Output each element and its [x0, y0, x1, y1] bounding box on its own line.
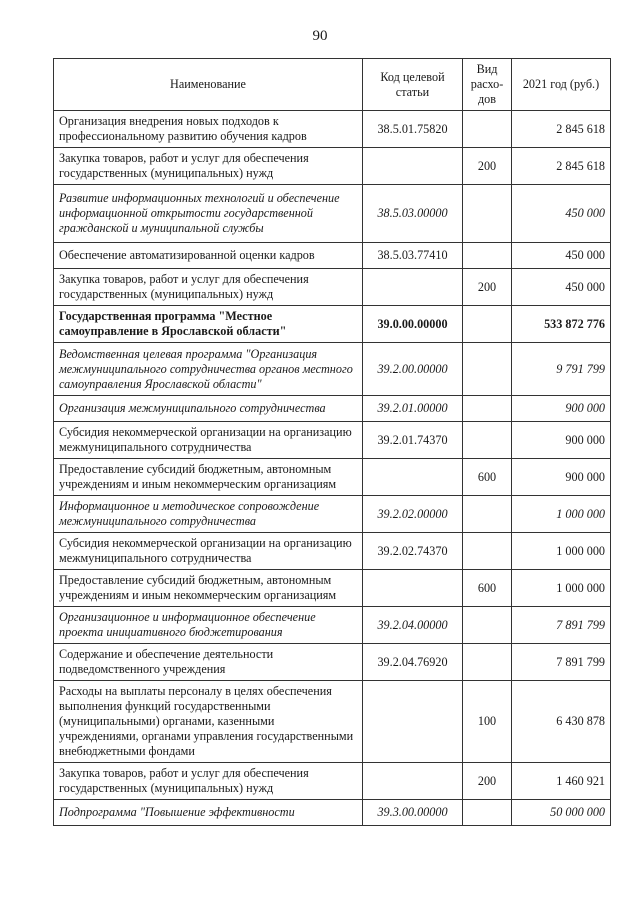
- row-sum-cell: 1 000 000: [512, 533, 611, 570]
- row-name-cell: Обеспечение автоматизированной оценки кадров: [54, 243, 363, 269]
- table-row: [54, 533, 611, 570]
- row-code-cell: 39.2.04.00000: [363, 607, 463, 644]
- row-sum-cell: 900 000: [512, 422, 611, 459]
- header-expense-type: Вид расхо-дов: [463, 59, 512, 111]
- table-row: [54, 763, 611, 800]
- table-row: [54, 396, 611, 422]
- row-code-cell: 38.5.03.77410: [363, 243, 463, 269]
- table-row: [54, 343, 611, 396]
- row-expense-type-cell: [463, 185, 512, 243]
- row-expense-type-cell: [463, 111, 512, 148]
- row-name-cell: Субсидия некоммерческой организации на организацию межмуниципального сотрудничества: [54, 533, 363, 570]
- table-row: [54, 243, 611, 269]
- table-body: [54, 111, 611, 826]
- row-code-cell: 39.3.00.00000: [363, 800, 463, 826]
- table-row: [54, 681, 611, 763]
- row-sum-cell: 450 000: [512, 185, 611, 243]
- table-row: [54, 800, 611, 826]
- row-expense-type-cell: 200: [463, 269, 512, 306]
- row-sum-cell: 900 000: [512, 459, 611, 496]
- row-sum-cell: 9 791 799: [512, 343, 611, 396]
- table-row: [54, 644, 611, 681]
- row-expense-type-cell: [463, 533, 512, 570]
- row-sum-cell: 50 000 000: [512, 800, 611, 826]
- row-code-cell: 39.2.00.00000: [363, 343, 463, 396]
- row-expense-type-cell: [463, 243, 512, 269]
- row-expense-type-cell: [463, 306, 512, 343]
- row-code-cell: 39.0.00.00000: [363, 306, 463, 343]
- row-code-cell: 39.2.04.76920: [363, 644, 463, 681]
- row-name-cell: Предоставление субсидий бюджетным, автономным учреждениям и иным некоммерческим организациям: [54, 459, 363, 496]
- page-number: 90: [312, 28, 328, 44]
- table-row: [54, 148, 611, 185]
- table-row: [54, 306, 611, 343]
- table-row: [54, 570, 611, 607]
- row-code-cell: [363, 570, 463, 607]
- row-sum-cell: 1 460 921: [512, 763, 611, 800]
- row-sum-cell: 900 000: [512, 396, 611, 422]
- row-name-cell: Организация межмуниципального сотрудничества: [54, 396, 363, 422]
- header-code: Код целевой статьи: [363, 59, 463, 111]
- row-sum-cell: 450 000: [512, 269, 611, 306]
- table-row: [54, 607, 611, 644]
- row-name-cell: Организационное и информационное обеспечение проекта инициативного бюджетирования: [54, 607, 363, 644]
- row-code-cell: 38.5.03.00000: [363, 185, 463, 243]
- row-name-cell: Государственная программа "Местное самоуправление в Ярославской области": [54, 306, 363, 343]
- row-sum-cell: 2 845 618: [512, 148, 611, 185]
- row-name-cell: Подпрограмма "Повышение эффективности: [54, 800, 363, 826]
- row-name-cell: Закупка товаров, работ и услуг для обеспечения государственных (муниципальных) нужд: [54, 269, 363, 306]
- row-expense-type-cell: 600: [463, 459, 512, 496]
- table-row: [54, 269, 611, 306]
- row-expense-type-cell: [463, 800, 512, 826]
- table-row: [54, 422, 611, 459]
- row-name-cell: Расходы на выплаты персоналу в целях обеспечения выполнения функций государственными (муниципальными) органами, казенными учреждениями, органами управления государственными внебюджетными фондами: [54, 681, 363, 763]
- table-header-row: [54, 59, 611, 111]
- row-code-cell: [363, 763, 463, 800]
- row-sum-cell: 7 891 799: [512, 607, 611, 644]
- row-name-cell: Информационное и методическое сопровождение межмуниципального сотрудничества: [54, 496, 363, 533]
- row-code-cell: [363, 269, 463, 306]
- row-sum-cell: 1 000 000: [512, 496, 611, 533]
- row-code-cell: [363, 681, 463, 763]
- row-expense-type-cell: [463, 607, 512, 644]
- row-expense-type-cell: 200: [463, 148, 512, 185]
- row-sum-cell: 450 000: [512, 243, 611, 269]
- row-code-cell: 39.2.01.74370: [363, 422, 463, 459]
- row-code-cell: 39.2.02.74370: [363, 533, 463, 570]
- row-name-cell: Субсидия некоммерческой организации на организацию межмуниципального сотрудничества: [54, 422, 363, 459]
- row-sum-cell: 533 872 776: [512, 306, 611, 343]
- row-sum-cell: 2 845 618: [512, 111, 611, 148]
- row-code-cell: 39.2.01.00000: [363, 396, 463, 422]
- table-row: [54, 111, 611, 148]
- row-expense-type-cell: 600: [463, 570, 512, 607]
- row-sum-cell: 7 891 799: [512, 644, 611, 681]
- row-sum-cell: 1 000 000: [512, 570, 611, 607]
- table-row: [54, 185, 611, 243]
- row-name-cell: Развитие информационных технологий и обеспечение информационной открытости государственной гражданской и муниципальной службы: [54, 185, 363, 243]
- row-name-cell: Организация внедрения новых подходов к профессиональному развитию обучения кадров: [54, 111, 363, 148]
- row-code-cell: [363, 459, 463, 496]
- row-expense-type-cell: [463, 396, 512, 422]
- row-expense-type-cell: [463, 496, 512, 533]
- table-row: [54, 496, 611, 533]
- row-code-cell: [363, 148, 463, 185]
- row-expense-type-cell: 200: [463, 763, 512, 800]
- row-name-cell: Закупка товаров, работ и услуг для обеспечения государственных (муниципальных) нужд: [54, 763, 363, 800]
- row-sum-cell: 6 430 878: [512, 681, 611, 763]
- row-name-cell: Предоставление субсидий бюджетным, автономным учреждениям и иным некоммерческим организациям: [54, 570, 363, 607]
- row-expense-type-cell: 100: [463, 681, 512, 763]
- budget-table: [53, 58, 611, 826]
- header-sum: 2021 год (руб.): [512, 59, 611, 111]
- header-name: Наименование: [54, 59, 363, 111]
- row-expense-type-cell: [463, 644, 512, 681]
- row-name-cell: Ведомственная целевая программа "Организация межмуниципального сотрудничества органов местного самоуправления Ярославской области": [54, 343, 363, 396]
- row-expense-type-cell: [463, 422, 512, 459]
- row-name-cell: Содержание и обеспечение деятельности подведомственного учреждения: [54, 644, 363, 681]
- table-row: [54, 459, 611, 496]
- row-name-cell: Закупка товаров, работ и услуг для обеспечения государственных (муниципальных) нужд: [54, 148, 363, 185]
- row-code-cell: 38.5.01.75820: [363, 111, 463, 148]
- row-code-cell: 39.2.02.00000: [363, 496, 463, 533]
- row-expense-type-cell: [463, 343, 512, 396]
